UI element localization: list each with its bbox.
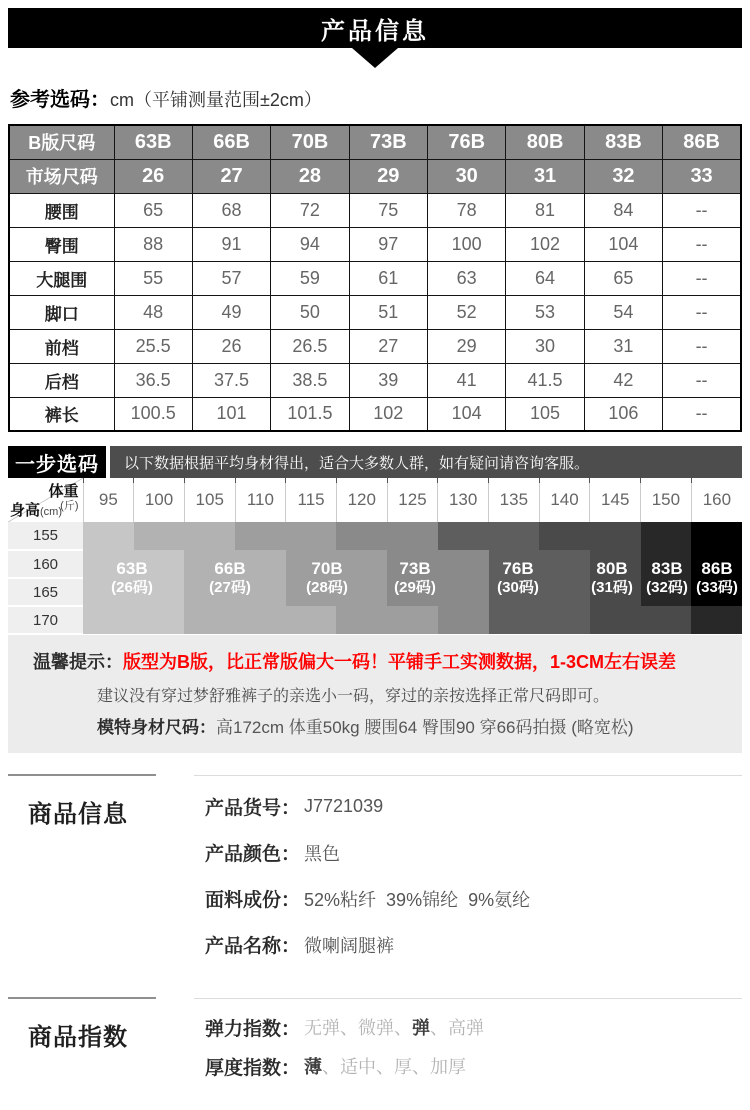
size-band-cell xyxy=(83,522,134,550)
height-header-cell: 160 xyxy=(8,550,83,578)
size-band-cell xyxy=(286,578,337,606)
weight-header-cell: 105 xyxy=(184,478,235,522)
size-band-cell xyxy=(184,550,235,578)
size-table-row xyxy=(9,295,741,329)
one-step-header xyxy=(8,446,742,478)
size-table-header-cell: 66B xyxy=(192,125,270,159)
size-band-label: 86B (33码) xyxy=(696,559,738,597)
size-band-cell xyxy=(286,606,337,634)
size-table-header-cell: 73B xyxy=(349,125,427,159)
index-option: 加厚 xyxy=(430,1057,467,1077)
size-band-cell xyxy=(489,578,540,606)
reference-size-line xyxy=(10,83,742,112)
size-band-label: 80B (31码) xyxy=(591,559,633,597)
size-band-cell xyxy=(489,606,540,634)
size-band-cell xyxy=(691,606,742,634)
size-band-cell xyxy=(387,606,438,634)
grid-row xyxy=(8,578,742,606)
size-table-cell: -- xyxy=(663,329,741,363)
info-row-label: 产品名称： xyxy=(205,936,301,957)
index-option: 适中 xyxy=(340,1057,377,1077)
size-table-cell: 26.5 xyxy=(271,329,349,363)
product-info-banner xyxy=(8,8,742,48)
size-table-cell: 52 xyxy=(428,295,506,329)
size-table-cell: 29 xyxy=(428,329,506,363)
size-band-cell xyxy=(590,606,641,634)
size-table-header-cell: 63B xyxy=(114,125,192,159)
size-band-cell xyxy=(83,550,134,578)
size-table-header-cell: 33 xyxy=(663,159,741,193)
size-table-cell: -- xyxy=(663,363,741,397)
size-table-cell: 102 xyxy=(349,397,427,431)
index-option: 厚 xyxy=(394,1057,413,1077)
product-info-heading: 商品信息 xyxy=(28,801,128,828)
size-table-cell: 51 xyxy=(349,295,427,329)
size-table-cell: 55 xyxy=(114,261,192,295)
index-option: 弹 xyxy=(412,1018,431,1038)
size-table-cell: 101.5 xyxy=(271,397,349,431)
size-table-cell: -- xyxy=(663,193,741,227)
option-separator: 、 xyxy=(322,1057,341,1077)
size-band-cell xyxy=(438,522,489,550)
size-table-row-label: 后档 xyxy=(9,363,114,397)
weight-header-cell: 110 xyxy=(235,478,286,522)
size-band-cell xyxy=(336,550,387,578)
tips-warning-text: 版型为B版，比正常版偏大一码！平铺手工实测数据，1-3CM左右误差 xyxy=(123,652,677,672)
tips-line2: 建议没有穿过梦舒雅裤子的亲选小一码，穿过的亲按选择正常尺码即可。 xyxy=(97,688,610,705)
size-table-cell: 100.5 xyxy=(114,397,192,431)
size-band-cell xyxy=(134,606,185,634)
size-table-cell: -- xyxy=(663,261,741,295)
size-band-cell xyxy=(539,522,590,550)
size-band-label: 73B (29码) xyxy=(394,559,436,597)
size-table-row xyxy=(9,261,741,295)
product-info-row xyxy=(205,838,742,867)
size-table-cell: 84 xyxy=(584,193,662,227)
size-band-cell xyxy=(489,550,540,578)
size-band-cell xyxy=(590,578,641,606)
info-row-label: 产品颜色： xyxy=(205,844,301,865)
size-band-cell xyxy=(641,606,692,634)
weight-label: 体重 xyxy=(48,483,79,500)
weight-header-cell: 125 xyxy=(387,478,438,522)
size-table-cell: 39 xyxy=(349,363,427,397)
size-band-cell xyxy=(336,606,387,634)
index-option: 无弹 xyxy=(304,1018,341,1038)
weight-header-cell: 160 xyxy=(691,478,742,522)
size-table-cell: 97 xyxy=(349,227,427,261)
size-table-cell: 27 xyxy=(349,329,427,363)
size-band-cell xyxy=(184,606,235,634)
product-info-row xyxy=(205,792,742,821)
size-table-cell: 72 xyxy=(271,193,349,227)
size-band-cell xyxy=(336,522,387,550)
size-band-cell xyxy=(134,522,185,550)
size-table-cell: 63 xyxy=(428,261,506,295)
weight-unit: (斤) xyxy=(60,500,79,512)
reference-label: 参考选码： xyxy=(10,89,110,111)
weight-header-cell: 95 xyxy=(83,478,134,522)
size-table-cell: 37.5 xyxy=(192,363,270,397)
size-band-label: 83B (32码) xyxy=(646,559,688,597)
size-table-header-label: 市场尺码 xyxy=(9,159,114,193)
size-table xyxy=(8,124,742,432)
product-index-row xyxy=(205,1015,742,1039)
size-band-cell xyxy=(387,550,438,578)
size-table-cell: 26 xyxy=(192,329,270,363)
size-table-header-cell: 26 xyxy=(114,159,192,193)
size-table-cell: 94 xyxy=(271,227,349,261)
size-band-cell xyxy=(438,606,489,634)
grid-row xyxy=(8,550,742,578)
size-table-cell: 65 xyxy=(584,261,662,295)
size-band-cell xyxy=(489,522,540,550)
size-band-cell xyxy=(83,578,134,606)
size-band-cell xyxy=(438,578,489,606)
weight-header-cell: 140 xyxy=(539,478,590,522)
one-step-tag: 一步选码 xyxy=(8,446,106,478)
grid-corner-cell xyxy=(8,478,83,522)
size-table-header-cell: 83B xyxy=(584,125,662,159)
index-row-label: 厚度指数： xyxy=(205,1057,301,1079)
size-table-cell: 78 xyxy=(428,193,506,227)
size-table-cell: 25.5 xyxy=(114,329,192,363)
size-table-row-label: 臀围 xyxy=(9,227,114,261)
size-table-cell: 50 xyxy=(271,295,349,329)
size-table-cell: 65 xyxy=(114,193,192,227)
size-band-cell xyxy=(286,550,337,578)
height-header-cell: 155 xyxy=(8,522,83,550)
size-table-cell: 105 xyxy=(506,397,584,431)
weight-header-cell: 145 xyxy=(590,478,641,522)
size-band-cell xyxy=(387,578,438,606)
size-table-cell: 36.5 xyxy=(114,363,192,397)
size-table-header-cell: 30 xyxy=(428,159,506,193)
size-table-cell: 30 xyxy=(506,329,584,363)
size-table-header-cell: 32 xyxy=(584,159,662,193)
size-table-cell: 41.5 xyxy=(506,363,584,397)
size-table-cell: -- xyxy=(663,295,741,329)
weight-header-cell: 130 xyxy=(438,478,489,522)
size-band-cell xyxy=(336,578,387,606)
product-index-row xyxy=(205,1054,742,1078)
option-separator: 、 xyxy=(340,1018,359,1038)
size-table-header-cell: 29 xyxy=(349,159,427,193)
weight-header-cell: 135 xyxy=(489,478,540,522)
model-size-label: 模特身材尺码： xyxy=(97,718,216,737)
size-table-cell: 91 xyxy=(192,227,270,261)
size-table-cell: 100 xyxy=(428,227,506,261)
size-band-cell xyxy=(235,578,286,606)
size-band-cell xyxy=(539,550,590,578)
size-band-cell xyxy=(641,578,692,606)
size-table-cell: 101 xyxy=(192,397,270,431)
size-band-cell xyxy=(691,550,742,578)
size-table-cell: 49 xyxy=(192,295,270,329)
banner-title: 产品信息 xyxy=(321,17,429,45)
size-table-cell: 48 xyxy=(114,295,192,329)
size-band-label: 70B (28码) xyxy=(306,559,348,597)
size-band-cell xyxy=(134,550,185,578)
info-row-label: 面料成份： xyxy=(205,890,301,911)
size-table-cell: 106 xyxy=(584,397,662,431)
size-band-cell xyxy=(286,522,337,550)
height-header-cell: 165 xyxy=(8,578,83,606)
banner-pointer-icon xyxy=(352,48,398,68)
info-row-value: J7721039 xyxy=(304,796,384,816)
weight-header-cell: 100 xyxy=(134,478,185,522)
grid-row xyxy=(8,606,742,634)
size-table-header-cell: 31 xyxy=(506,159,584,193)
size-band-cell xyxy=(641,550,692,578)
product-index-heading: 商品指数 xyxy=(28,1024,128,1051)
size-band-label: 63B (26码) xyxy=(111,559,153,597)
weight-header-cell: 115 xyxy=(286,478,337,522)
size-table-header-label: B版尺码 xyxy=(9,125,114,159)
size-table-row xyxy=(9,227,741,261)
size-table-row-label: 大腿围 xyxy=(9,261,114,295)
height-label: 身高(cm) xyxy=(10,502,63,519)
size-table-cell: 102 xyxy=(506,227,584,261)
size-table-header-cell: 70B xyxy=(271,125,349,159)
size-table-cell: 88 xyxy=(114,227,192,261)
product-info-row xyxy=(205,884,742,913)
one-step-notice: 以下数据根据平均身材得出，适合大多数人群，如有疑问请咨询客服。 xyxy=(110,446,742,478)
size-table-row xyxy=(9,193,741,227)
option-separator: 、 xyxy=(376,1057,395,1077)
size-band-label: 66B (27码) xyxy=(209,559,251,597)
product-info-section xyxy=(8,774,742,976)
tips-box xyxy=(8,635,742,753)
info-row-value: 52%粘纤 39%锦纶 9%氨纶 xyxy=(304,889,531,910)
size-table-cell: 59 xyxy=(271,261,349,295)
size-band-cell xyxy=(539,578,590,606)
size-table-cell: 68 xyxy=(192,193,270,227)
grid-row xyxy=(8,522,742,550)
option-separator: 、 xyxy=(394,1018,413,1038)
height-header-cell: 170 xyxy=(8,606,83,634)
model-size-value: 高172cm 体重50kg 腰围64 臀围90 穿66码拍摄 (略宽松) xyxy=(216,718,634,737)
size-band-cell xyxy=(184,522,235,550)
size-band-cell xyxy=(184,578,235,606)
weight-header-cell: 150 xyxy=(641,478,692,522)
size-table-row-label: 脚口 xyxy=(9,295,114,329)
info-row-label: 产品货号： xyxy=(205,798,301,819)
size-table-header-cell: 80B xyxy=(506,125,584,159)
size-table-header-cell: 86B xyxy=(663,125,741,159)
info-row-value: 黑色 xyxy=(304,843,341,864)
size-table-header-cell: 28 xyxy=(271,159,349,193)
size-table-cell: 42 xyxy=(584,363,662,397)
size-table-row-label: 腰围 xyxy=(9,193,114,227)
tips-label: 温馨提示： xyxy=(33,652,123,672)
size-table-cell: 57 xyxy=(192,261,270,295)
size-table-cell: 75 xyxy=(349,193,427,227)
size-table-cell: 54 xyxy=(584,295,662,329)
size-band-cell xyxy=(539,606,590,634)
size-band-cell xyxy=(438,550,489,578)
size-table-row xyxy=(9,363,741,397)
size-table-cell: 81 xyxy=(506,193,584,227)
size-selection-grid xyxy=(8,478,742,635)
size-table-row-label: 裤长 xyxy=(9,397,114,431)
size-band-cell xyxy=(641,522,692,550)
index-option: 薄 xyxy=(304,1057,323,1077)
size-band-cell xyxy=(235,606,286,634)
index-row-label: 弹力指数： xyxy=(205,1018,301,1040)
size-band-cell xyxy=(235,550,286,578)
option-separator: 、 xyxy=(430,1018,449,1038)
size-table-cell: 31 xyxy=(584,329,662,363)
size-band-cell xyxy=(590,550,641,578)
size-band-cell xyxy=(691,522,742,550)
size-table-row xyxy=(9,329,741,363)
size-table-header-row xyxy=(9,125,741,159)
size-band-cell xyxy=(590,522,641,550)
size-table-cell: 104 xyxy=(584,227,662,261)
size-band-cell xyxy=(691,578,742,606)
size-band-cell xyxy=(134,578,185,606)
size-table-cell: 64 xyxy=(506,261,584,295)
size-table-cell: -- xyxy=(663,397,741,431)
index-option: 微弹 xyxy=(358,1018,395,1038)
size-table-cell: 53 xyxy=(506,295,584,329)
size-table-row-label: 前档 xyxy=(9,329,114,363)
size-band-cell xyxy=(235,522,286,550)
tips-line3 xyxy=(97,713,732,738)
index-option: 高弹 xyxy=(448,1018,485,1038)
product-index-section xyxy=(8,997,742,1093)
size-table-header-cell: 27 xyxy=(192,159,270,193)
size-table-cell: 41 xyxy=(428,363,506,397)
size-table-row xyxy=(9,397,741,431)
option-separator: 、 xyxy=(412,1057,431,1077)
size-table-cell: 38.5 xyxy=(271,363,349,397)
size-table-header-row xyxy=(9,159,741,193)
tips-line1 xyxy=(33,648,732,674)
info-row-value: 微喇阔腿裤 xyxy=(304,935,395,956)
reference-note: cm（平铺测量范围±2cm） xyxy=(110,90,322,110)
size-band-cell xyxy=(83,606,134,634)
size-table-cell: 61 xyxy=(349,261,427,295)
size-table-header-cell: 76B xyxy=(428,125,506,159)
product-info-row xyxy=(205,930,742,959)
weight-header-cell: 120 xyxy=(336,478,387,522)
size-band-label: 76B (30码) xyxy=(497,559,539,597)
size-band-cell xyxy=(387,522,438,550)
size-table-cell: -- xyxy=(663,227,741,261)
size-table-cell: 104 xyxy=(428,397,506,431)
